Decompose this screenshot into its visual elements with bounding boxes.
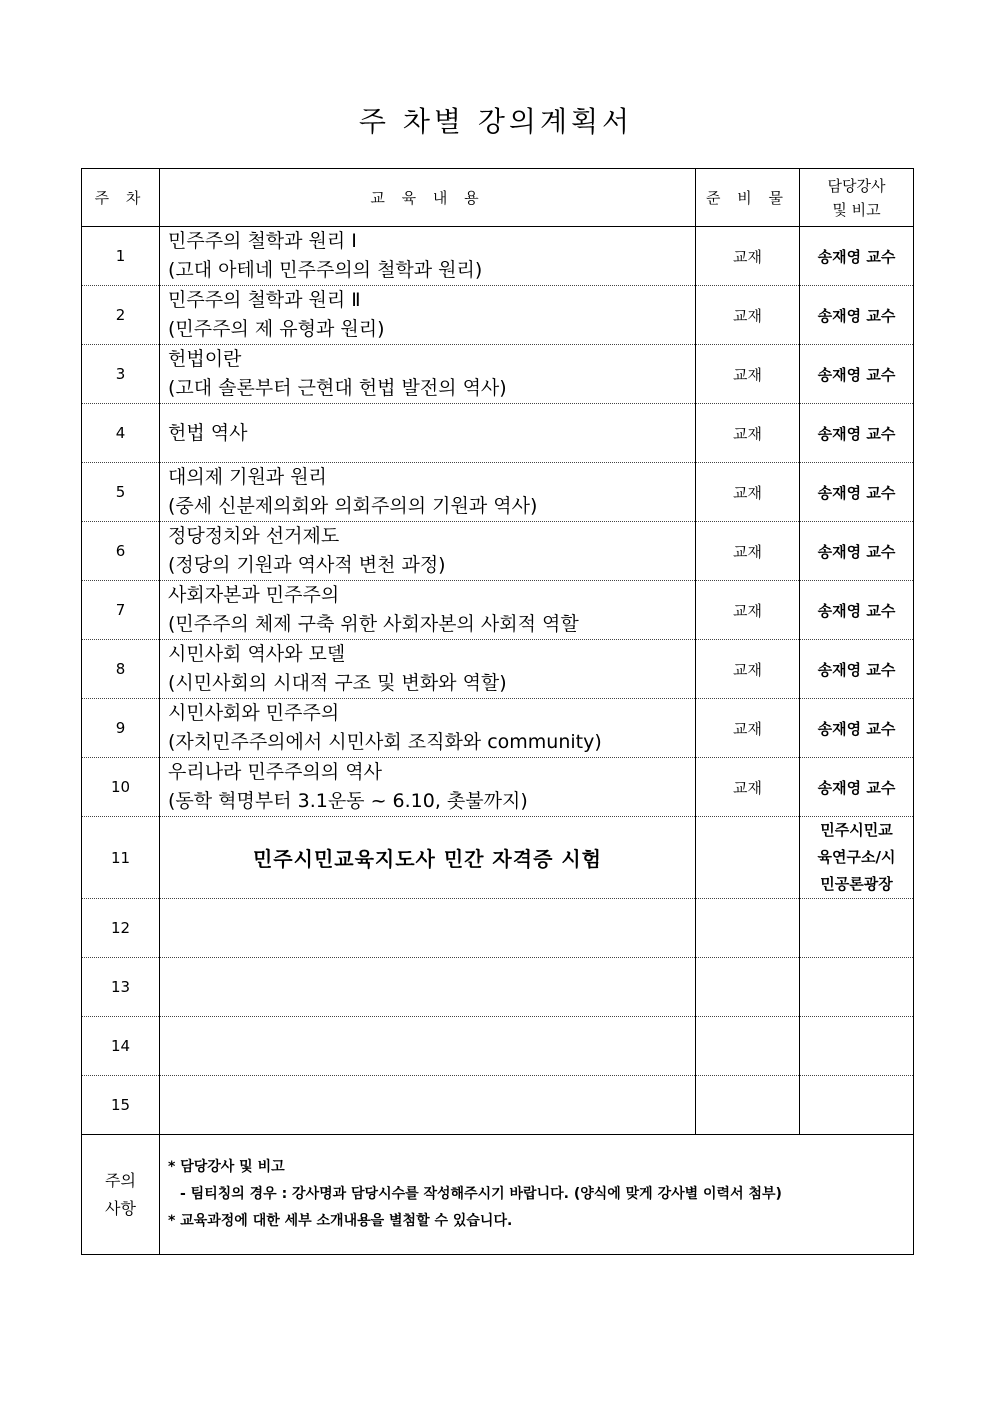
notes-content: [160, 1135, 914, 1255]
materials-cell: 교재: [696, 345, 800, 404]
materials-cell: 교재: [696, 286, 800, 345]
content-detail: (민주주의 제 유형과 원리): [168, 318, 385, 340]
content-title: 헌법이란: [168, 348, 242, 370]
week-cell: 12: [82, 899, 160, 958]
content-cell: [160, 699, 696, 758]
week-cell: 1: [82, 227, 160, 286]
note-line: - 팀티칭의 경우 : 강사명과 담당시수를 작성해주시기 바랍니다. (양식에 맞게 강사별 이력서 첨부): [180, 1186, 782, 1202]
note-line: * 담당강사 및 비고: [168, 1159, 285, 1175]
instructor-cell: 송재영 교수: [800, 227, 914, 286]
table-row: [82, 899, 914, 958]
table-row: [82, 758, 914, 817]
week-cell: 3: [82, 345, 160, 404]
table-row: [82, 522, 914, 581]
instructor-cell: [800, 958, 914, 1017]
content-cell: [160, 522, 696, 581]
content-detail: (중세 신분제의회와 의회주의의 기원과 역사): [168, 495, 538, 517]
content-title: 대의제 기원과 원리: [168, 466, 327, 488]
content-cell: [160, 286, 696, 345]
content-detail: (고대 아테네 민주주의의 철학과 원리): [168, 259, 483, 281]
notes-label-line1: 주의: [105, 1170, 136, 1190]
header-instructor-line2: 및 비고: [832, 200, 881, 219]
materials-cell: [696, 958, 800, 1017]
table-row: [82, 345, 914, 404]
content-title: 민주주의 철학과 원리 Ⅰ: [168, 230, 357, 252]
lecture-plan-table: [81, 168, 914, 1255]
instructor-cell: 송재영 교수: [800, 699, 914, 758]
materials-cell: 교재: [696, 463, 800, 522]
table-row: [82, 227, 914, 286]
content-detail: (자치민주주의에서 시민사회 조직화와 community): [168, 731, 602, 753]
materials-cell: [696, 1076, 800, 1135]
content-title: 정당정치와 선거제도: [168, 525, 340, 547]
exam-instructor-line1: 민주시민교: [820, 821, 893, 839]
notes-row: [82, 1135, 914, 1255]
content-cell: [160, 1017, 696, 1076]
week-cell: 7: [82, 581, 160, 640]
content-title: 우리나라 민주주의의 역사: [168, 761, 382, 783]
content-cell: [160, 899, 696, 958]
content-title: 시민사회 역사와 모델: [168, 643, 346, 665]
instructor-cell: [800, 1017, 914, 1076]
week-cell: 11: [82, 817, 160, 899]
instructor-cell: 송재영 교수: [800, 758, 914, 817]
content-cell: [160, 404, 696, 463]
content-title: 헌법 역사: [168, 421, 248, 444]
materials-cell: 교재: [696, 227, 800, 286]
instructor-cell: 송재영 교수: [800, 345, 914, 404]
table-row: [82, 581, 914, 640]
header-week: 주 차: [82, 169, 160, 227]
content-cell: [160, 758, 696, 817]
exam-content: 민주시민교육지도사 민간 자격증 시험: [160, 817, 696, 899]
instructor-cell: 송재영 교수: [800, 581, 914, 640]
header-row: [82, 169, 914, 227]
table-row: [82, 404, 914, 463]
page-title: 주 차별 강의계획서: [358, 105, 634, 138]
instructor-cell: 송재영 교수: [800, 640, 914, 699]
week-cell: 15: [82, 1076, 160, 1135]
materials-cell: 교재: [696, 640, 800, 699]
table-row: [82, 1017, 914, 1076]
week-cell: 2: [82, 286, 160, 345]
content-title: 민주주의 철학과 원리 Ⅱ: [168, 289, 361, 311]
content-cell: [160, 958, 696, 1017]
notes-label-line2: 사항: [105, 1198, 136, 1218]
week-cell: 8: [82, 640, 160, 699]
materials-cell: 교재: [696, 404, 800, 463]
week-cell: 5: [82, 463, 160, 522]
header-instructor: [800, 169, 914, 227]
materials-cell: 교재: [696, 758, 800, 817]
content-title: 시민사회와 민주주의: [168, 702, 340, 724]
materials-cell: [696, 899, 800, 958]
table-row: [82, 699, 914, 758]
instructor-cell: [800, 1076, 914, 1135]
content-detail: (민주주의 체제 구축 위한 사회자본의 사회적 역할: [168, 613, 579, 635]
exam-row: [82, 817, 914, 899]
week-cell: 6: [82, 522, 160, 581]
instructor-cell: [800, 817, 914, 899]
content-cell: [160, 1076, 696, 1135]
table-row: [82, 286, 914, 345]
note-line: * 교육과정에 대한 세부 소개내용을 별첨할 수 있습니다.: [168, 1213, 513, 1229]
header-content: 교 육 내 용: [160, 169, 696, 227]
exam-instructor-line2: 육연구소/시: [817, 848, 896, 866]
content-detail: (정당의 기원과 역사적 변천 과정): [168, 554, 446, 576]
content-title: 사회자본과 민주주의: [168, 584, 340, 606]
week-cell: 9: [82, 699, 160, 758]
instructor-cell: [800, 899, 914, 958]
week-cell: 13: [82, 958, 160, 1017]
materials-cell: 교재: [696, 699, 800, 758]
instructor-cell: 송재영 교수: [800, 463, 914, 522]
table-row: [82, 958, 914, 1017]
content-cell: [160, 463, 696, 522]
content-cell: [160, 345, 696, 404]
week-cell: 4: [82, 404, 160, 463]
table-row: [82, 640, 914, 699]
notes-label: [82, 1135, 160, 1255]
content-detail: (고대 솔론부터 근현대 헌법 발전의 역사): [168, 377, 507, 399]
content-detail: (동학 혁명부터 3.1운동 ~ 6.10, 촛불까지): [168, 790, 528, 812]
materials-cell: 교재: [696, 522, 800, 581]
header-instructor-line1: 담당강사: [827, 176, 886, 195]
instructor-cell: 송재영 교수: [800, 522, 914, 581]
content-cell: [160, 581, 696, 640]
week-cell: 14: [82, 1017, 160, 1076]
exam-instructor-line3: 민공론광장: [820, 875, 893, 893]
header-materials: 준 비 물: [696, 169, 800, 227]
materials-cell: 교재: [696, 581, 800, 640]
table-row: [82, 1076, 914, 1135]
content-cell: [160, 640, 696, 699]
materials-cell: [696, 817, 800, 899]
table-row: [82, 463, 914, 522]
instructor-cell: 송재영 교수: [800, 286, 914, 345]
materials-cell: [696, 1017, 800, 1076]
content-cell: [160, 227, 696, 286]
instructor-cell: 송재영 교수: [800, 404, 914, 463]
week-cell: 10: [82, 758, 160, 817]
content-detail: (시민사회의 시대적 구조 및 변화와 역할): [168, 672, 507, 694]
